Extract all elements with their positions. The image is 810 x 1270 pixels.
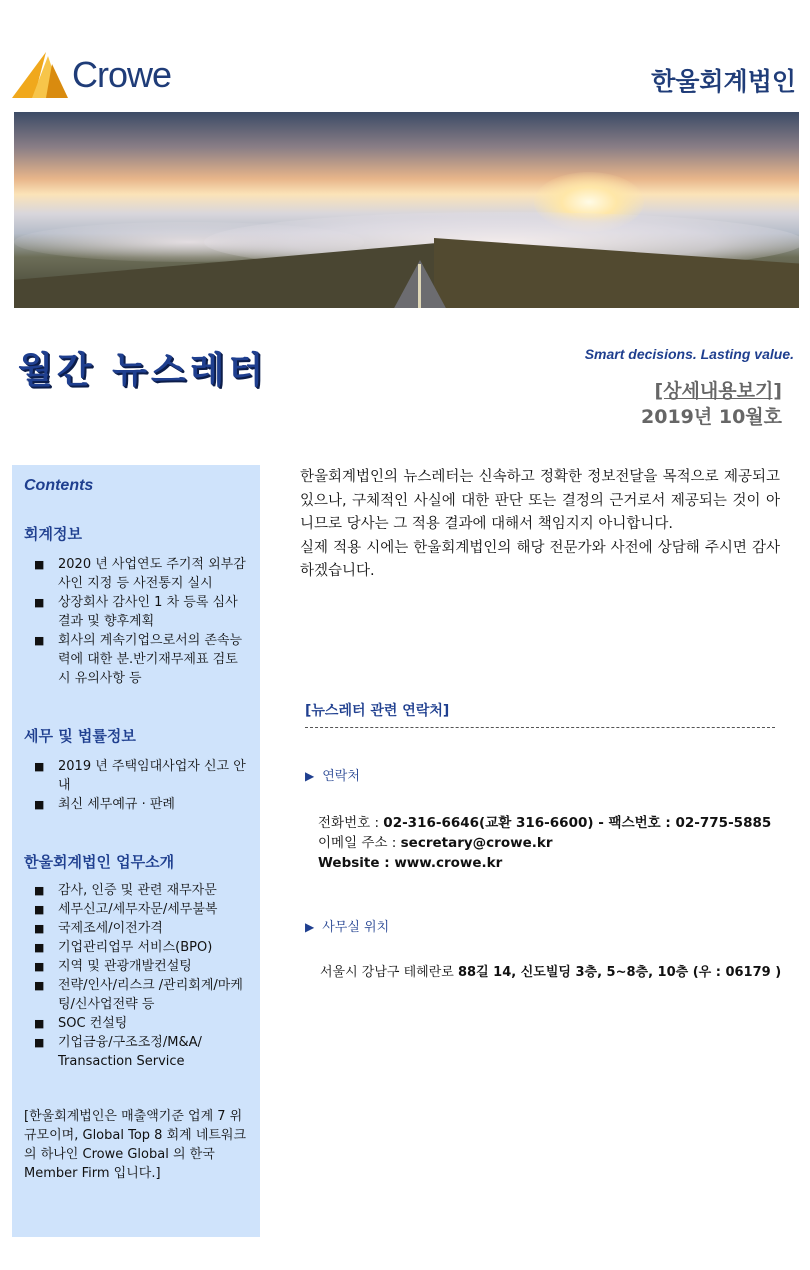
triangle-bullet-icon: ▶ <box>305 920 315 934</box>
tagline: Smart decisions. Lasting value. <box>584 346 794 362</box>
section-heading-services: 한울회계법인 업무소개 <box>24 853 175 871</box>
contact-label: 연락처 <box>322 769 360 784</box>
disclaimer-paragraph: 실제 적용 시에는 한울회계법인의 해당 전문가와 사전에 상담해 주시면 감사하겠습니다. <box>300 539 780 579</box>
accounting-list <box>34 555 250 688</box>
list-item: ■ 기업금융/구조조정/M&A/ Transaction Service <box>34 1033 250 1071</box>
firm-name: 한울회계법인 <box>651 67 796 96</box>
address-detail: 88길 14, 신도빌딩 3층, 5~8층, 10층 (우 : 06179 ) <box>457 965 782 980</box>
road-center-line <box>418 264 421 308</box>
list-item: ■ 기업관리업무 서비스(BPO) <box>34 938 250 957</box>
website-url[interactable]: www.crowe.kr <box>394 855 503 871</box>
contents-sidebar <box>12 465 260 1237</box>
list-item: ■ 감사, 인증 및 관련 재무자문 <box>34 881 250 900</box>
contact-heading: [뉴스레터 관련 연락처] <box>305 703 450 719</box>
office-label: 사무실 위치 <box>322 920 390 935</box>
crowe-logo <box>12 50 192 102</box>
list-item[interactable]: ■ 2020 년 사업연도 주기적 외부감사인 지정 등 사전통지 실시 <box>34 555 250 593</box>
triangle-bullet-icon: ▶ <box>305 769 315 783</box>
phone-label: 전화번호 : <box>318 815 384 831</box>
list-item: ■ 세무신고/세무자문/세무불복 <box>34 900 250 919</box>
banner-image <box>14 112 799 308</box>
list-item: ■ SOC 컨설팅 <box>34 1014 250 1033</box>
services-list <box>34 881 250 1071</box>
issue-date: 2019년 10월호 <box>641 406 782 428</box>
address-prefix: 서울시 강남구 테헤란로 <box>320 965 458 980</box>
newsletter-title: 월간 뉴스레터 <box>18 350 268 391</box>
list-item: ■ 지역 및 관광개발컨설팅 <box>34 957 250 976</box>
phone-fax-line <box>318 813 788 833</box>
office-address <box>320 961 781 980</box>
list-item[interactable]: ■ 상장회사 감사인 1 차 등록 심사 결과 및 향후계획 <box>34 593 250 631</box>
office-subheading <box>305 916 389 935</box>
tax-legal-list <box>34 757 250 814</box>
email-line <box>318 833 788 853</box>
section-heading-accounting: 회계정보 <box>24 525 82 543</box>
disclaimer-paragraph: 한울회계법인의 뉴스레터는 신속하고 정확한 정보전달을 목적으로 제공되고 있으나, 구체적인 사실에 대한 판단 또는 결정의 근거로서 제공되는 것이 아니므로 당사는 그 적용 결과에 대해서 책임지지 아니합니다. <box>300 469 780 532</box>
website-line <box>318 853 788 873</box>
detail-link[interactable]: [상세내용보기] <box>654 380 782 402</box>
fax-label: - 팩스번호 : <box>593 815 676 831</box>
list-item: ■ 전략/인사/리스크 /관리회계/마케팅/신사업전략 등 <box>34 976 250 1014</box>
list-item[interactable]: ■ 2019 년 주택임대사업자 신고 안내 <box>34 757 250 795</box>
dashed-divider <box>305 727 775 728</box>
contact-subheading <box>305 765 360 784</box>
list-item[interactable]: ■ 회사의 계속기업으로서의 존속능력에 대한 분.반기재무제표 검토 시 유의사항 등 <box>34 631 250 688</box>
email-label: 이메일 주소 : <box>318 835 401 851</box>
email-address[interactable]: secretary@crowe.kr <box>400 835 553 851</box>
logo-wordmark: Crowe <box>72 54 172 95</box>
website-label: Website : <box>318 855 395 871</box>
firm-note: [한울회계법인은 매출액기준 업계 7 위 규모이며, Global Top 8 회계 네트워크의 하나인 Crowe Global 의 한국 Member Firm 입니다.] <box>24 1109 247 1181</box>
disclaimer <box>300 466 780 584</box>
contact-details <box>318 813 788 873</box>
crowe-logo-icon <box>12 50 68 100</box>
fax-number: 02-775-5885 <box>675 815 772 831</box>
list-item[interactable]: ■ 최신 세무예규 · 판례 <box>34 795 250 814</box>
contents-label: Contents <box>24 477 94 494</box>
list-item: ■ 국제조세/이전가격 <box>34 919 250 938</box>
phone-number[interactable]: 02-316-6646(교환 316-6600) <box>383 815 594 831</box>
section-heading-tax-legal: 세무 및 법률정보 <box>24 727 136 745</box>
